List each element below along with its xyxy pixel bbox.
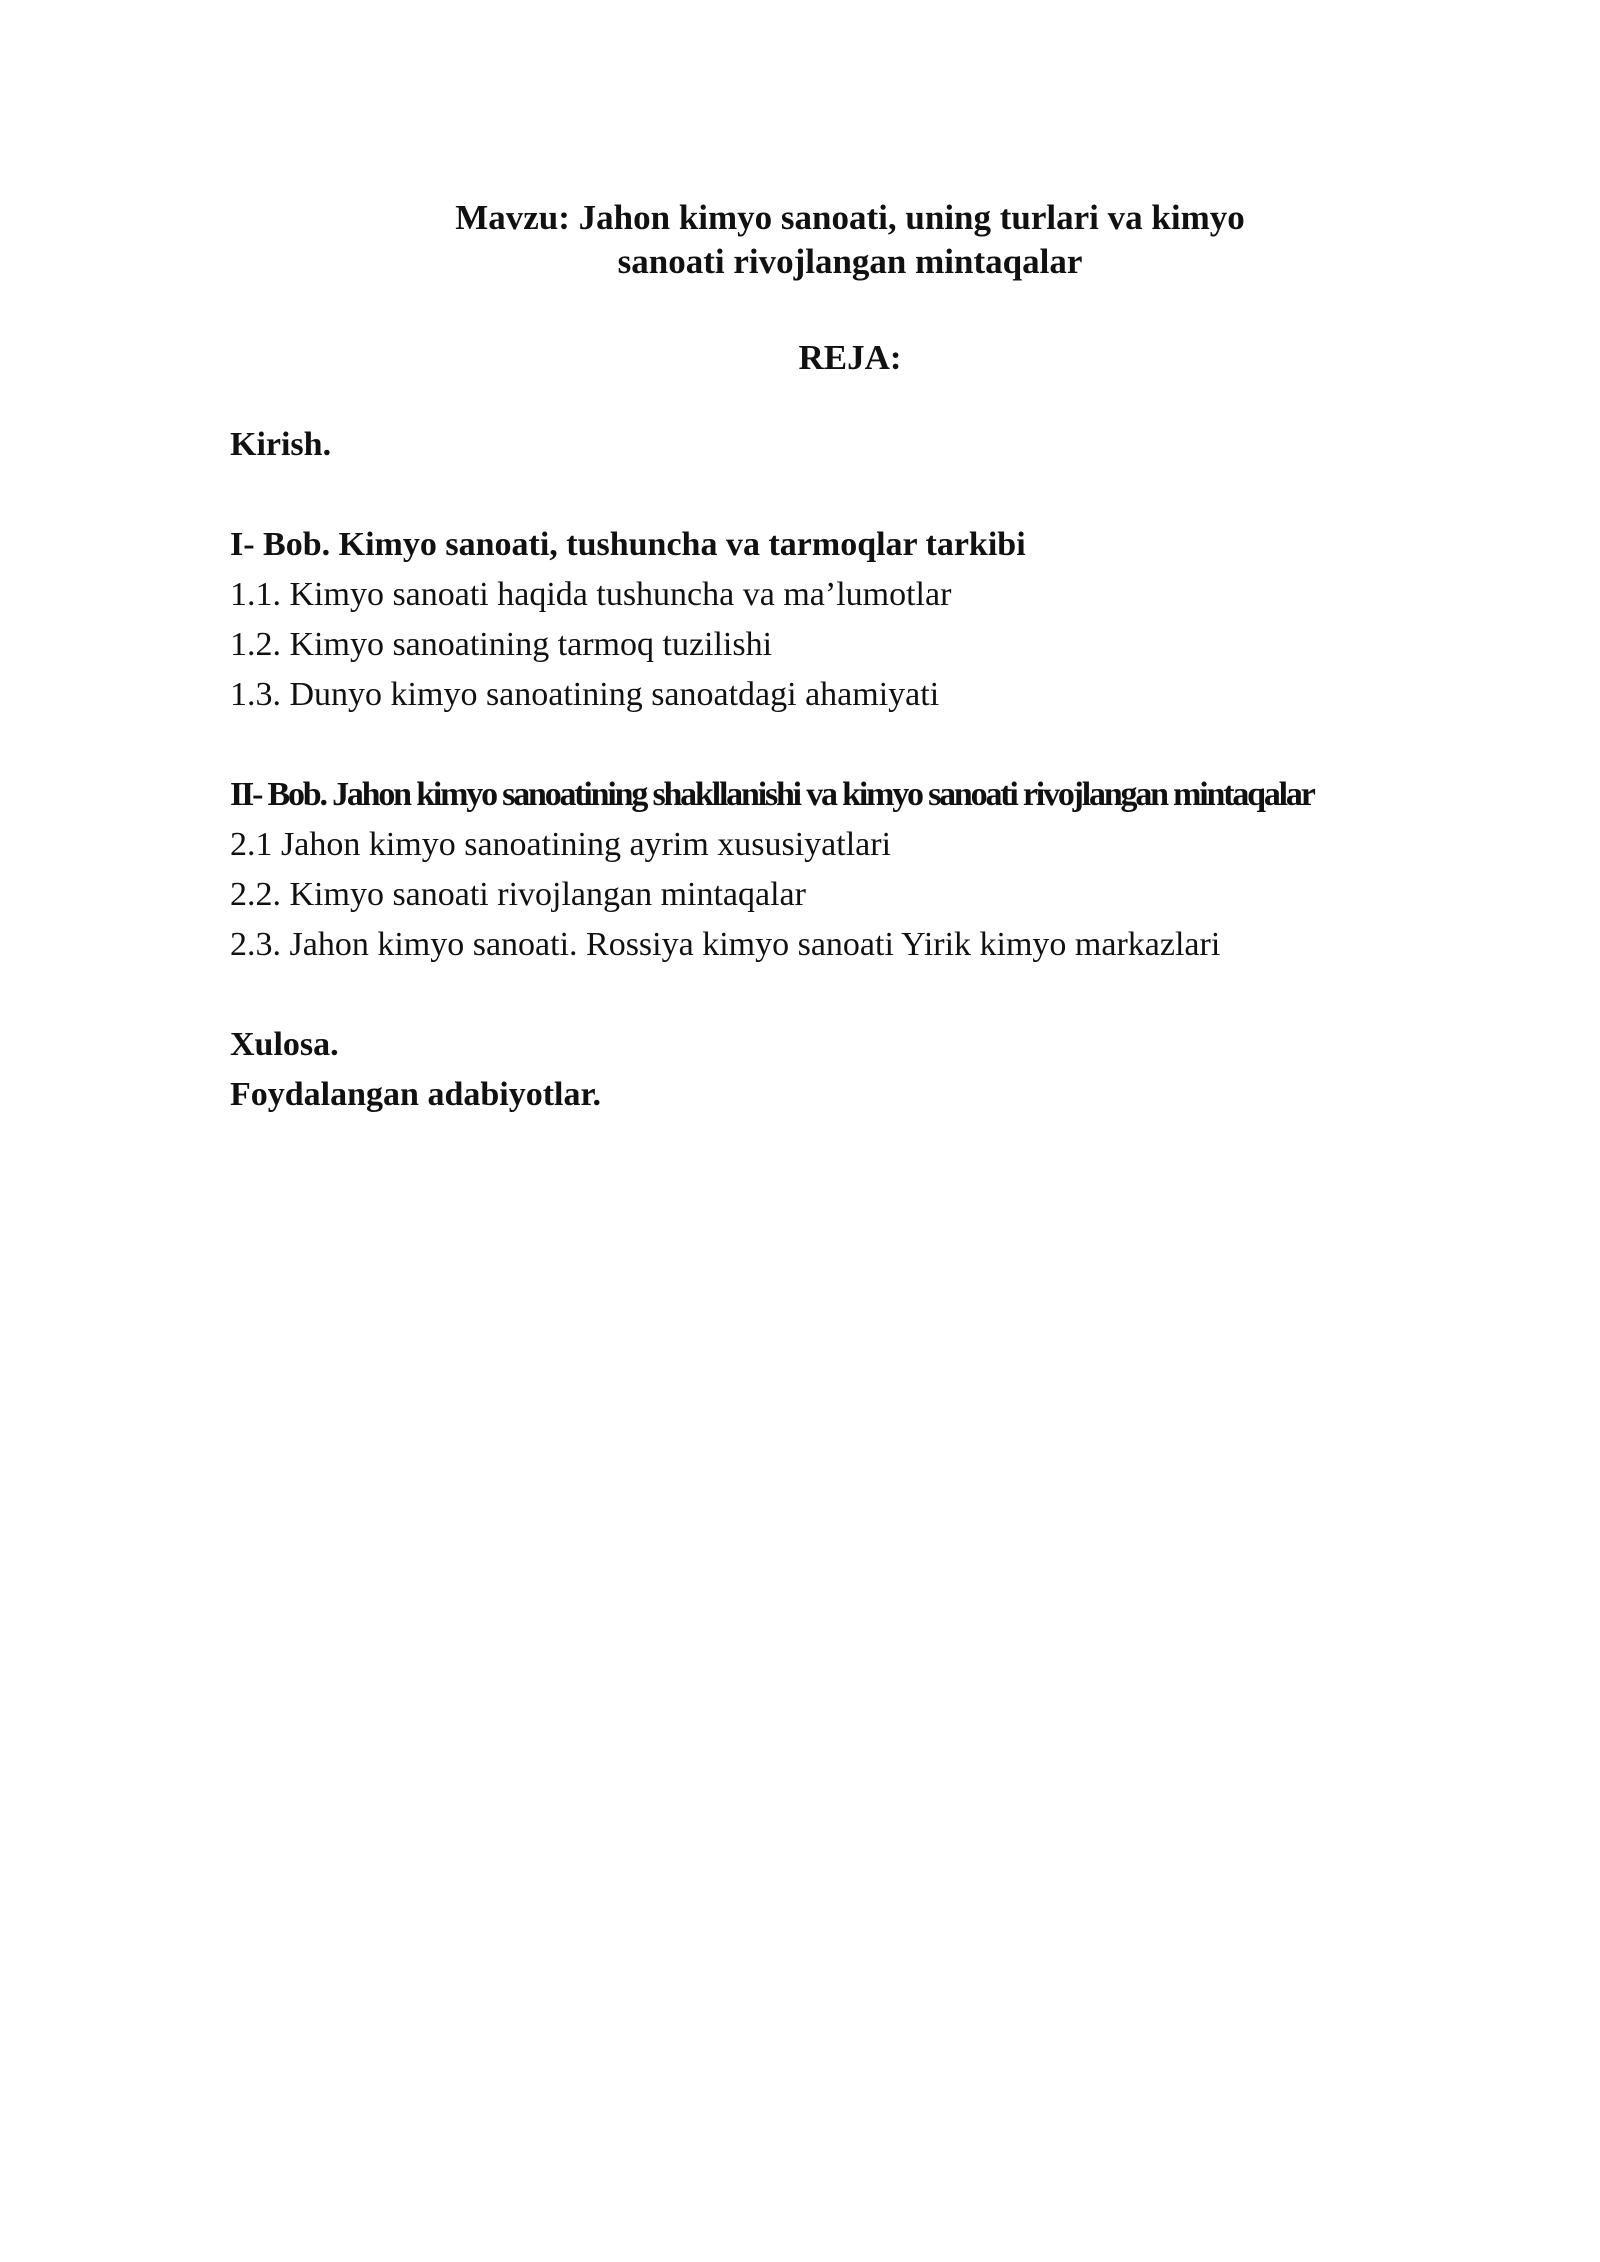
chapter-1-item: 1.2. Kimyo sanoatining tarmoq tuzilishi — [230, 626, 773, 663]
document-title — [300, 196, 1400, 284]
chapter-1-item: 1.1. Kimyo sanoati haqida tushuncha va ma’lumotlar — [230, 576, 952, 613]
chapter-1-item: 1.3. Dunyo kimyo sanoatining sanoatdagi ahamiyati — [230, 676, 940, 713]
plan-content — [230, 420, 1520, 1120]
references-item: Foydalangan adabiyotlar. — [230, 1076, 601, 1113]
plan-heading: REJA: — [798, 338, 902, 377]
chapter-2-heading: II- Bob. Jahon kimyo sanoatining shakllanishi va kimyo sanoati rivojlangan mintaqalar — [230, 776, 1314, 813]
spacer — [230, 970, 1520, 1020]
intro-item: Kirish. — [230, 426, 332, 463]
spacer — [230, 470, 1520, 520]
chapter-2-item: 2.2. Kimyo sanoati rivojlangan mintaqalar — [230, 876, 806, 913]
chapter-2-item: 2.3. Jahon kimyo sanoati. Rossiya kimyo sanoati Yirik kimyo markazlari — [230, 926, 1221, 963]
chapter-2-item: 2.1 Jahon kimyo sanoatining ayrim xususiyatlari — [230, 826, 892, 863]
chapter-1-heading: I- Bob. Kimyo sanoati, tushuncha va tarmoqlar tarkibi — [230, 526, 1026, 563]
conclusion-item: Xulosa. — [230, 1026, 339, 1063]
title-line-2: sanoati rivojlangan mintaqalar — [617, 242, 1083, 281]
spacer — [230, 720, 1520, 770]
title-line-1: Mavzu: Jahon kimyo sanoati, uning turlari va kimyo — [455, 198, 1245, 237]
